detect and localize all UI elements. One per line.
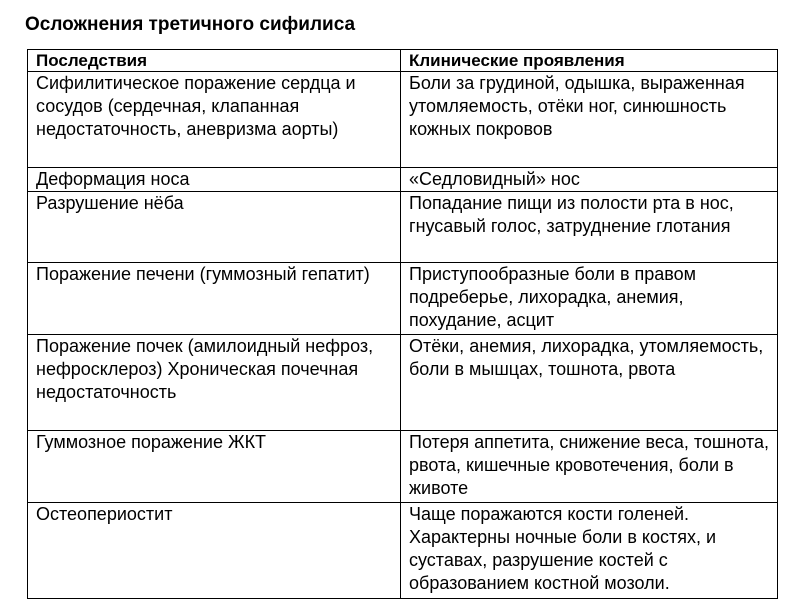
table-row [28, 503, 778, 599]
manifestation-cell: «Седловидный» нос [401, 168, 778, 192]
column-header-manifestations: Клинические проявления [401, 50, 778, 72]
manifestation-cell: Чаще поражаются кости голеней. Характерны ночные боли в костях, и суставах, разрушение костей с образованием костной мозоли. [401, 503, 778, 599]
complications-table [27, 49, 778, 599]
table-header-row [28, 50, 778, 72]
consequence-cell: Деформация носа [28, 168, 401, 192]
consequence-cell: Поражение печени (гуммозный гепатит) [28, 263, 401, 335]
consequence-cell: Гуммозное поражение ЖКТ [28, 431, 401, 503]
manifestation-cell: Потеря аппетита, снижение веса, тошнота, рвота, кишечные кровотечения, боли в животе [401, 431, 778, 503]
consequence-cell: Поражение почек (амилоидный нефроз, нефросклероз) Хроническая почечная недостаточность [28, 335, 401, 431]
manifestation-cell: Приступообразные боли в правом подреберье, лихорадка, анемия, похудание, асцит [401, 263, 778, 335]
manifestation-cell: Боли за грудиной, одышка, выраженная утомляемость, отёки ног, синюшность кожных покровов [401, 72, 778, 168]
column-header-consequences: Последствия [28, 50, 401, 72]
page-title: Осложнения третичного сифилиса [25, 14, 356, 35]
manifestation-cell: Попадание пищи из полости рта в нос, гнусавый голос, затруднение глотания [401, 192, 778, 263]
consequence-cell: Сифилитическое поражение сердца и сосудов (сердечная, клапанная недостаточность, аневризма аорты) [28, 72, 401, 168]
table-row [28, 72, 778, 168]
consequence-cell: Разрушение нёба [28, 192, 401, 263]
table-row [28, 335, 778, 431]
table-row [28, 168, 778, 192]
consequence-cell: Остеопериостит [28, 503, 401, 599]
table-row [28, 192, 778, 263]
table-row [28, 431, 778, 503]
manifestation-cell: Отёки, анемия, лихорадка, утомляемость, боли в мышцах, тошнота, рвота [401, 335, 778, 431]
table-row [28, 263, 778, 335]
